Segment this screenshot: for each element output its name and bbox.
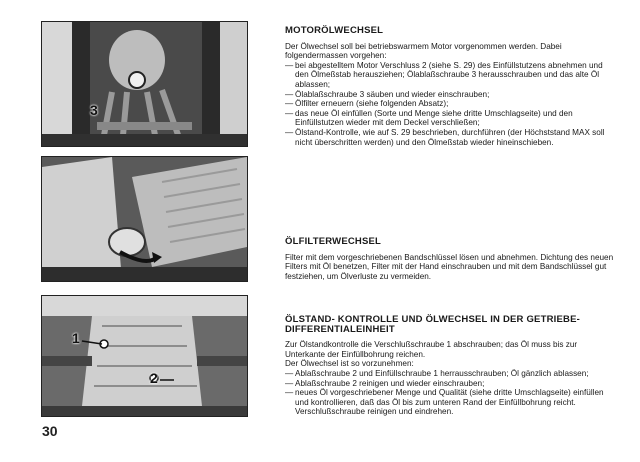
step-item: — Ölstand-Kontrolle, wie auf S. 29 beschrieben, durchführen (der Höchststand MAX soll nicht überschritten werden) und den Ölmeßstab wieder hineinschieben.: [285, 128, 615, 147]
page-number: 30: [42, 423, 58, 439]
step-item: — neues Öl vorgeschriebener Menge und Qualität (siehe dritte Umschlagseite) einfüllen und kontrollieren, daß das Öl bis zum unteren Rand der Einfüllbohrung reicht. Verschlußschraube reinigen und eindrehen.: [285, 388, 615, 417]
section-intro: Zur Ölstandkontrolle die Verschlußschraube 1 abschrauben; das Öl muss bis zur Unterkante der Einfüllbohrung reichen.: [285, 340, 578, 359]
step-item: — Ablaßschraube 2 reinigen und wieder einschrauben;: [285, 379, 615, 389]
section-heading: ÖLSTAND- KONTROLLE UND ÖLWECHSEL IN DER GETRIEBE-DIFFERENTIALEINHEIT: [285, 314, 580, 335]
step-item: — Ölablaßschraube 3 säuben und wieder einschrauben;: [285, 90, 615, 100]
step-list: [285, 369, 615, 417]
callout-3: 3: [90, 102, 98, 118]
transmission-plugs-photo: [41, 295, 248, 417]
section-heading: ÖLFILTERWECHSEL: [285, 236, 382, 247]
step-item: — bei abgestelltem Motor Verschluss 2 (siehe S. 29) des Einfüllstutzens abnehmen und den Ölmeßstab herausziehen; Ölablaßschraube 3 herausschrauben und das alte Öl ablassen;: [285, 61, 615, 90]
section-getriebe-differential: [285, 315, 615, 417]
step-item: — Ablaßschraube 2 und Einfüllschraube 1 herrausschrauben; Öl gänzlich ablassen;: [285, 369, 615, 379]
section-intro: Der Ölwechsel soll bei betriebswarmem Motor vorgenommen werden. Dabei folgendermassen vorgehen:: [285, 41, 562, 61]
section-heading: MOTORÖLWECHSEL: [285, 25, 384, 36]
step-item: — das neue Öl einfüllen (Sorte und Menge siehe dritte Umschlagseite) und den Einfüllstutzen wieder mit dem Deckel verschließen;: [285, 109, 615, 128]
step-item: — Ölfilter erneuern (siehe folgenden Absatz);: [285, 99, 615, 109]
section-intro: Filter mit dem vorgeschriebenen Bandschlüssel lösen und abnehmen. Dichtung des neuen Filters mit Öl benetzen, Filter mit der Hand einschrauben und mit dem Bandschlüssel gut festziehen, um Ölverluste zu vermeiden.: [285, 252, 614, 281]
section-oelfilterwechsel: [285, 237, 615, 281]
section-motoroelwechsel: [285, 26, 615, 147]
callout-2: 2: [150, 370, 158, 386]
oil-filter-photo: [41, 156, 248, 282]
callout-1: 1: [72, 330, 80, 346]
section-intro-2: Der Ölwechsel ist so vorzunehmen:: [285, 359, 414, 369]
engine-drain-plug-photo: [41, 21, 248, 147]
step-list: [285, 61, 615, 147]
